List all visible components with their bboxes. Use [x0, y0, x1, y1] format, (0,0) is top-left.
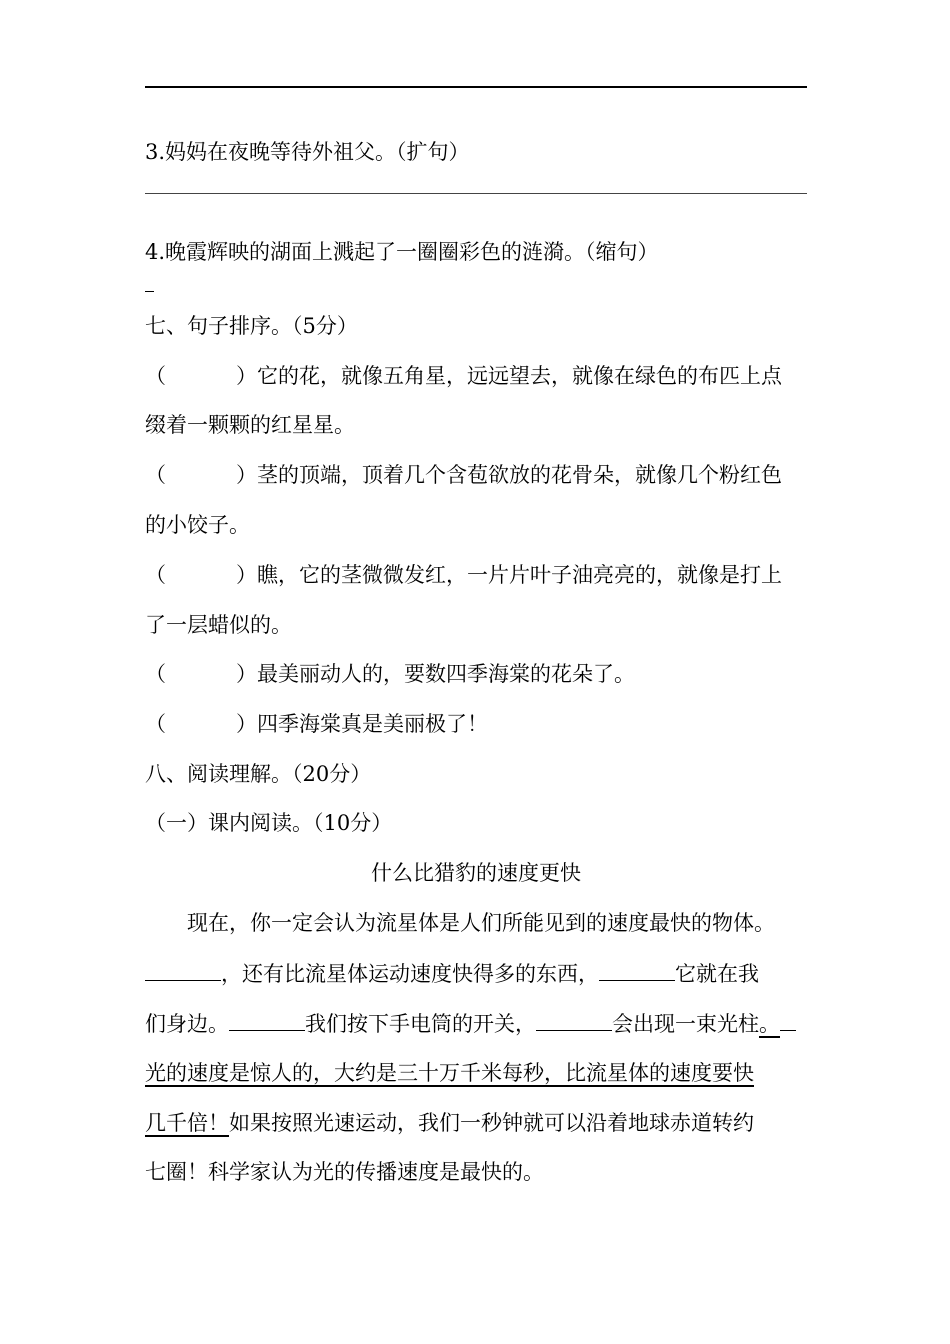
answer-line-top [145, 86, 807, 88]
underline-trail [780, 1008, 796, 1031]
paren-open: （ [145, 563, 166, 587]
sort-item-5 [145, 709, 488, 739]
blank-3[interactable] [229, 1008, 305, 1031]
passage-text: 们身边。 [145, 1012, 229, 1036]
passage-line-5 [145, 1108, 754, 1138]
paren-close: ） [236, 662, 257, 686]
sort-item-2-cont: 的小饺子。 [145, 513, 250, 537]
sort-item-2 [145, 460, 782, 490]
blank-1[interactable] [145, 958, 221, 981]
paren-open: （ [145, 463, 166, 487]
sort-item-text: 最美丽动人的，要数四季海棠的花朵了。 [257, 662, 635, 686]
passage-line-3 [145, 1008, 796, 1039]
sort-item-text: 瞧，它的茎微微发红，一片片叶子油亮亮的，就像是打上 [257, 563, 782, 587]
passage-line-4 [145, 1058, 754, 1088]
answer-line-q4 [145, 291, 154, 292]
section-8-heading: 八、阅读理解。（20分） [145, 762, 372, 786]
sort-item-text: 它的花，就像五角星，远远望去，就像在绿色的布匹上点 [257, 364, 782, 388]
passage-text: 如果按照光速运动，我们一秒钟就可以沿着地球赤道转约 [229, 1111, 754, 1135]
passage-text: 会出现一束光柱 [612, 1012, 759, 1036]
paren-open: （ [145, 662, 166, 686]
blank-2[interactable] [599, 958, 675, 981]
passage-text: 我们按下手电筒的开关， [305, 1012, 536, 1036]
question-3: 3.妈妈在夜晚等待外祖父。（扩句） [145, 140, 470, 164]
passage-title: 什么比猎豹的速度更快 [371, 861, 581, 885]
paren-close: ） [236, 563, 257, 587]
paren-close: ） [236, 463, 257, 487]
passage-line-6: 七圈！科学家认为光的传播速度是最快的。 [145, 1160, 544, 1184]
sort-item-text: 茎的顶端，顶着几个含苞欲放的花骨朵，就像几个粉红色 [257, 463, 782, 487]
sort-item-1-cont: 缀着一颗颗的红星星。 [145, 413, 355, 437]
passage-text: 它就在我 [675, 962, 759, 986]
sort-item-text: 四季海棠真是美丽极了！ [257, 712, 488, 736]
paren-close: ） [236, 364, 257, 388]
blank-4[interactable] [536, 1008, 612, 1031]
paren-open: （ [145, 364, 166, 388]
sort-item-1 [145, 361, 782, 391]
paren-close: ） [236, 712, 257, 736]
paren-open: （ [145, 712, 166, 736]
underlined-text: 。 [759, 1012, 780, 1036]
passage-line-2 [145, 958, 759, 989]
section-8-sub-heading: （一）课内阅读。（10分） [145, 811, 393, 835]
underlined-text: 几千倍！ [145, 1111, 229, 1135]
passage-text: ，还有比流星体运动速度快得多的东西， [221, 962, 599, 986]
passage-text: 现在，你一定会认为流星体是人们所能见到的速度最快的物体。 [187, 911, 775, 935]
section-7-heading: 七、句子排序。（5分） [145, 314, 358, 338]
question-4: 4.晚霞辉映的湖面上溅起了一圈圈彩色的涟漪。（缩句） [145, 240, 659, 264]
sort-item-3 [145, 560, 782, 590]
passage-line-1 [187, 908, 775, 938]
answer-line-q3 [145, 193, 807, 194]
underlined-text: 光的速度是惊人的，大约是三十万千米每秒，比流星体的速度要快 [145, 1061, 754, 1085]
sort-item-4 [145, 659, 635, 689]
sort-item-3-cont: 了一层蜡似的。 [145, 613, 292, 637]
